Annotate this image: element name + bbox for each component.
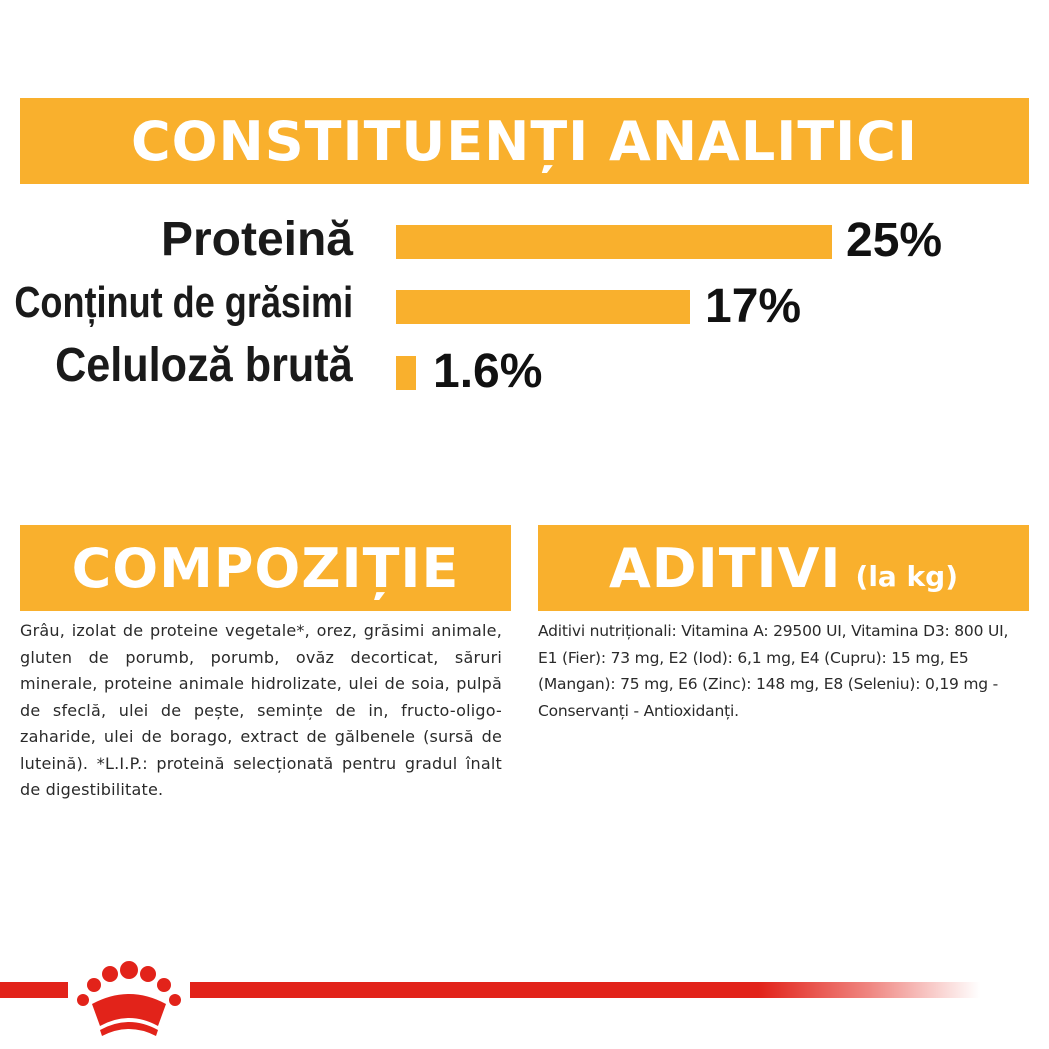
royal-canin-crown-icon [70, 958, 188, 1040]
additives-title-suffix: (la kg) [855, 559, 959, 593]
composition-title: COMPOZIȚIE [71, 536, 460, 600]
fat-content-bar [396, 290, 690, 324]
protein-label: Proteină [160, 213, 353, 266]
protein-bar [396, 225, 832, 259]
crude-fiber-bar [396, 356, 416, 390]
footer-red-line-left [0, 982, 68, 998]
additives-banner [538, 525, 1029, 611]
crude-fiber-value: 1.6% [433, 345, 543, 398]
composition-banner [20, 525, 511, 611]
fat-content-value: 17% [705, 280, 802, 333]
fat-content-label: Conținut de grăsimi [14, 278, 353, 327]
additives-text: Aditivi nutriționali: Vitamina A: 29500 UI, Vitamina D3: 800 UI, E1 (Fier): 73 mg, E2 (Iod): 6,1 mg, E4 (Cupru): 15 mg, E5 (Mangan): 75 mg, E6 (Zinc): 148 mg, E8 (Seleniu): 0,19 mg - Conservanți - Antioxidanți. [538, 622, 1009, 720]
additives-title: ADITIVI [608, 536, 842, 600]
analytical-constituents-title: CONSTITUENȚI ANALITICI [131, 109, 918, 173]
footer-red-line-right [190, 982, 980, 998]
composition-text: Grâu, izolat de proteine vegetale*, orez, grăsimi animale, gluten de porumb, porumb, ovăz decorticat, săruri minerale, proteine animale hidrolizate, ulei de soia, pulpă de sfeclă, ulei de pește, semințe de in, fructo-oligo-zaharide, ulei de borago, extract de gălbenele (sursă de luteină). *L.I.P.: proteină selecționată pentru gradul înalt de digestibilitate. [20, 621, 502, 799]
protein-value: 25% [846, 214, 943, 267]
crude-fiber-label: Celuloză brută [55, 339, 353, 392]
analytical-constituents-banner [20, 98, 1029, 184]
